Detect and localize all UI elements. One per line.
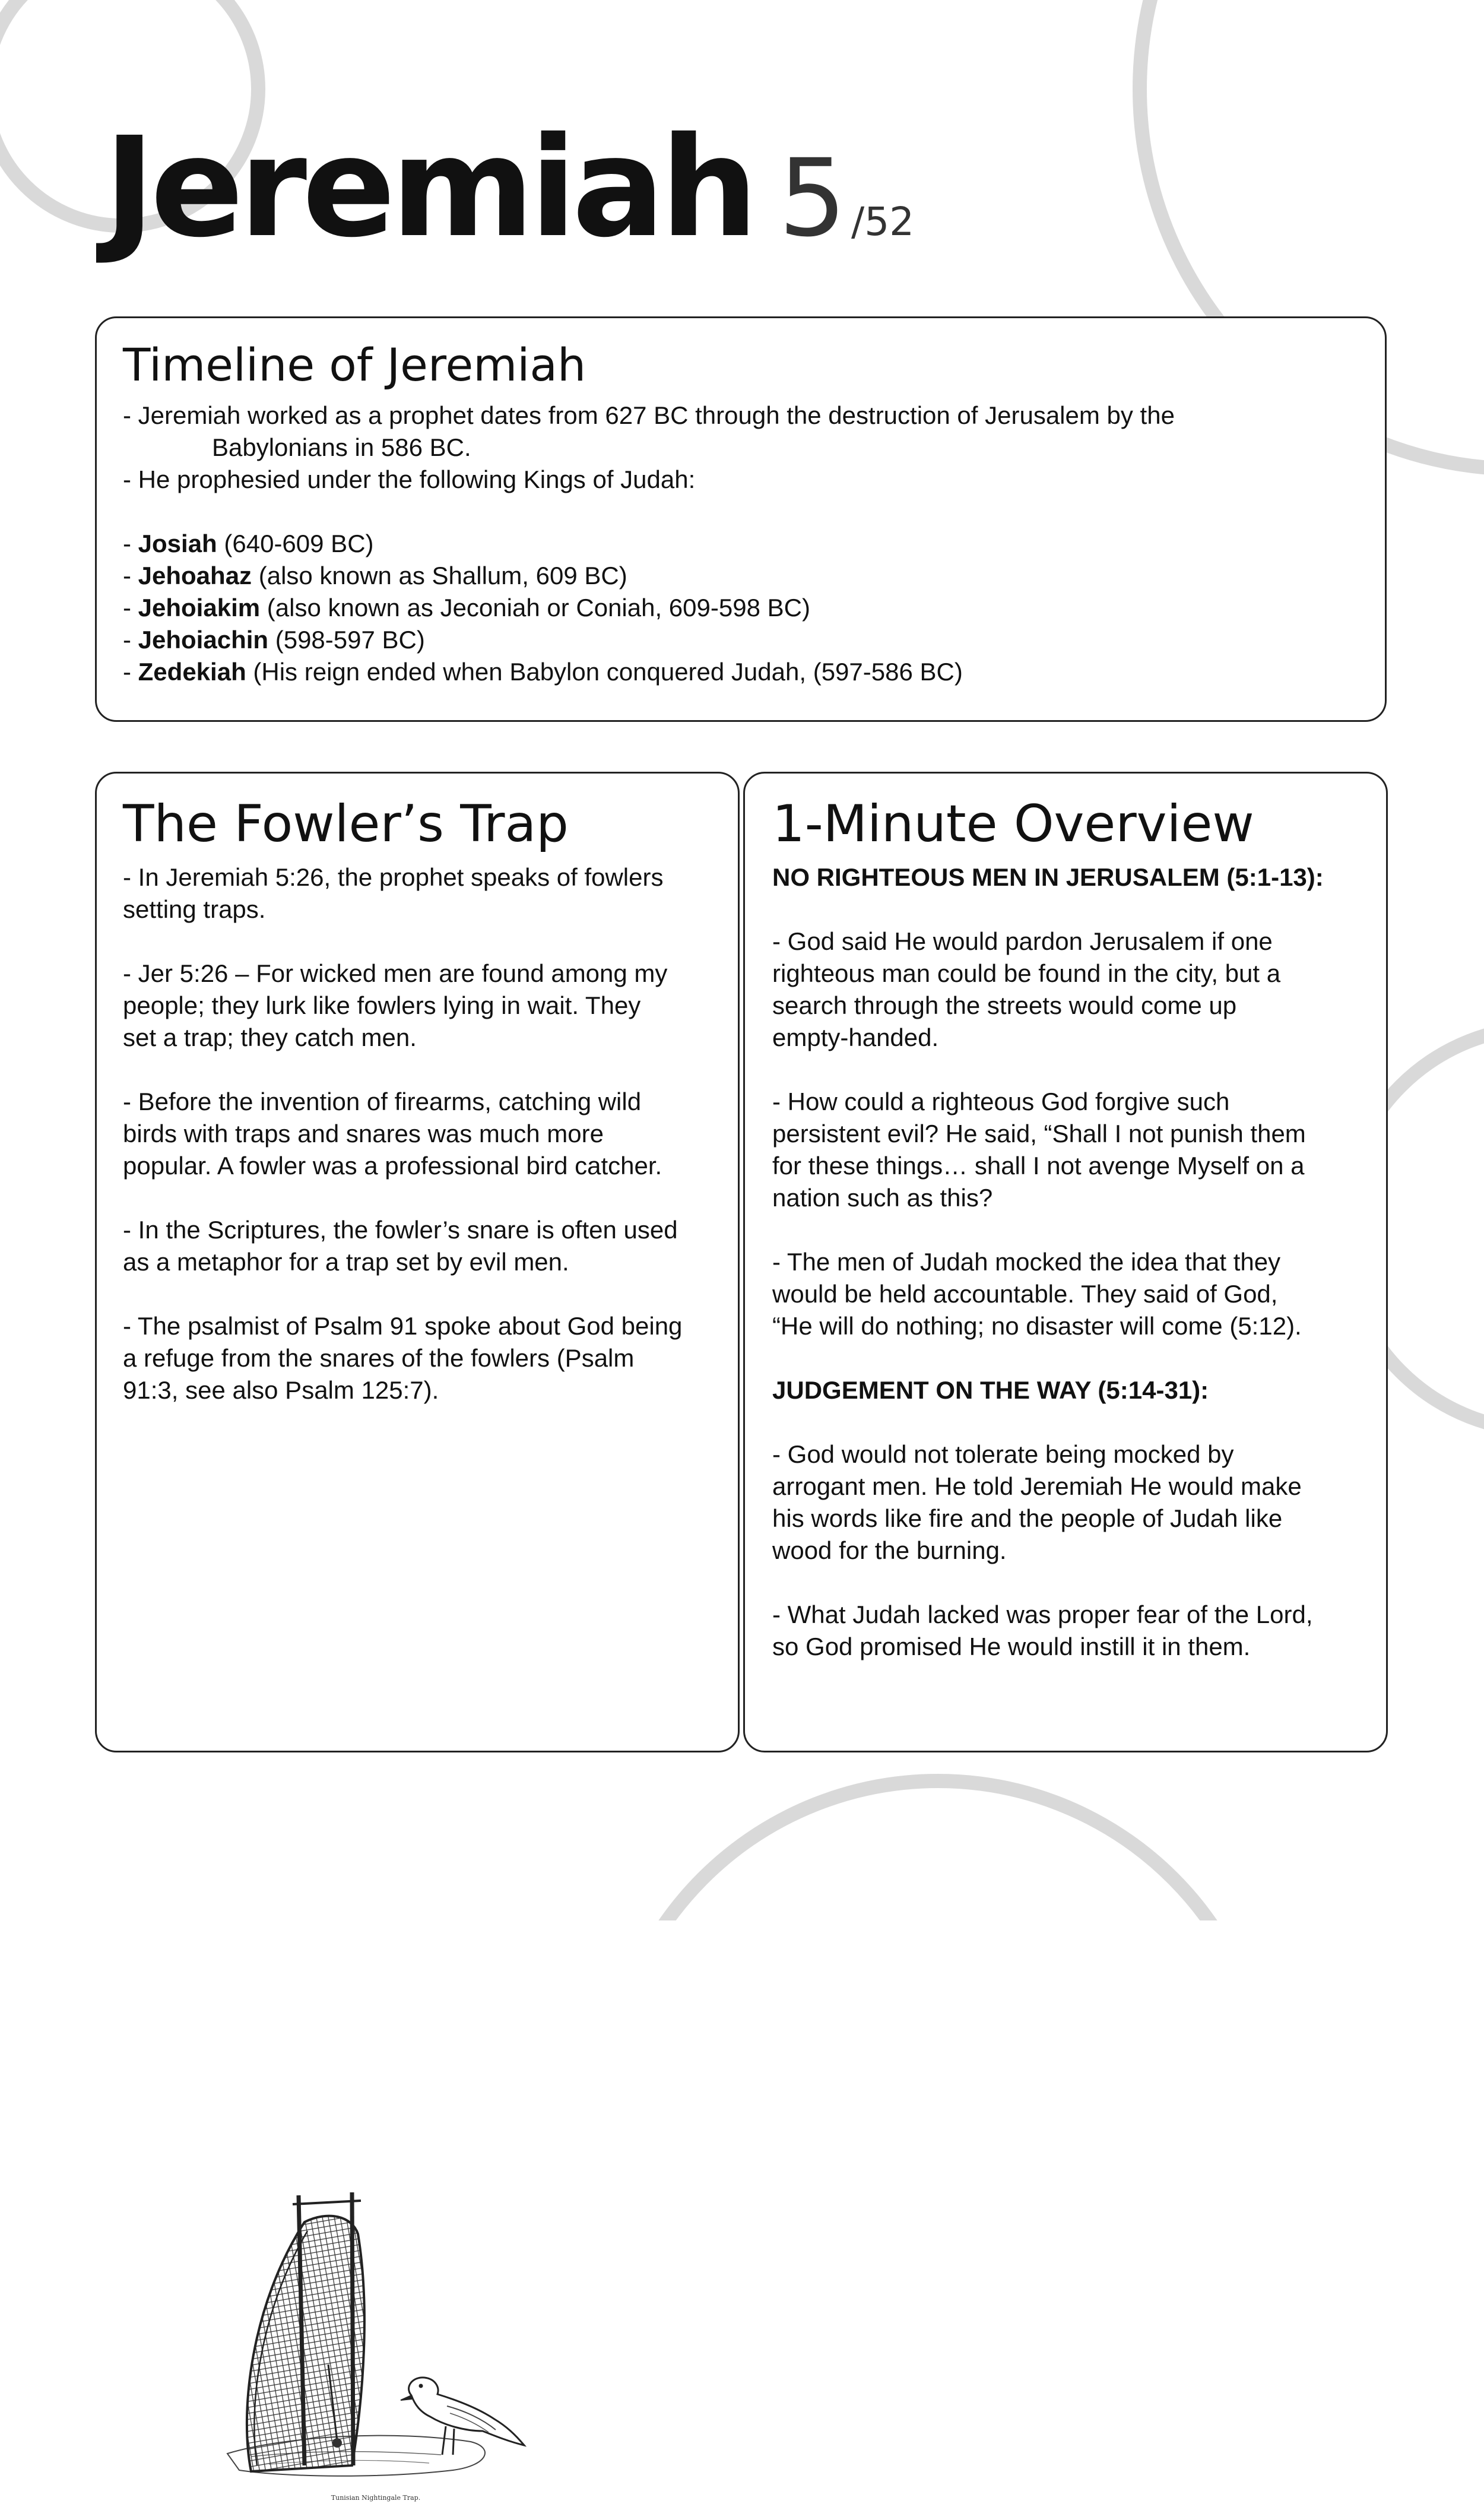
body-text: persistent evil? He said, “Shall I not punish them — [772, 1119, 1306, 1148]
body-text: setting traps. — [123, 895, 266, 923]
body-text: - In Jeremiah 5:26, the prophet speaks of fowlers — [123, 863, 664, 891]
body-text: - Before the invention of firearms, catching wild — [123, 1087, 642, 1115]
section-heading: JUDGEMENT ON THE WAY (5:14-31): — [772, 1375, 1209, 1404]
body-text: - God said He would pardon Jerusalem if one — [772, 927, 1273, 955]
body-text: righteous man could be found in the city, but a — [772, 959, 1281, 987]
book-title: Jeremiah — [104, 107, 754, 268]
king-detail: (His reign ended when Babylon conquered Judah, (597-586 BC) — [246, 657, 963, 686]
king-item: - Zedekiah (His reign ended when Babylon conquered Judah, (597-586 BC) — [123, 657, 963, 686]
fowlers-trap-title: The Fowler’s Trap — [123, 794, 569, 854]
king-item: - Jehoahaz (also known as Shallum, 609 BC) — [123, 561, 627, 589]
body-text: would be held accountable. They said of God, — [772, 1279, 1278, 1308]
king-item: - Josiah (640-609 BC) — [123, 529, 374, 557]
king-item: - Jehoiachin (598-597 BC) — [123, 625, 425, 654]
king-name: Jehoiakim — [138, 593, 261, 622]
body-text: wood for the burning. — [772, 1536, 1007, 1564]
body-text: - How could a righteous God forgive such — [772, 1087, 1230, 1115]
timeline-text: Babylonians in 586 BC. — [212, 433, 471, 461]
body-text: set a trap; they catch men. — [123, 1023, 417, 1051]
body-text: so God promised He would instill it in them. — [772, 1632, 1251, 1660]
king-name: Jehoiachin — [138, 625, 269, 654]
body-text: empty-handed. — [772, 1023, 939, 1051]
timeline-text: - He prophesied under the following Kings of Judah: — [123, 465, 696, 493]
body-text: birds with traps and snares was much more — [123, 1119, 604, 1148]
king-detail: (640-609 BC) — [217, 529, 374, 557]
timeline-text: - Jeremiah worked as a prophet dates from 627 BC through the destruction of Jerusalem by the — [123, 401, 1175, 429]
body-text: as a metaphor for a trap set by evil men. — [123, 1247, 569, 1276]
body-text: - Jer 5:26 – For wicked men are found among my — [123, 959, 668, 987]
overview-title: 1-Minute Overview — [772, 794, 1254, 854]
king-name: Jehoahaz — [138, 561, 252, 589]
king-name: Zedekiah — [138, 657, 246, 686]
timeline-box — [95, 316, 1387, 722]
body-text: a refuge from the snares of the fowlers (Psalm — [123, 1343, 635, 1372]
king-detail: (also known as Jeconiah or Coniah, 609-598 BC) — [260, 593, 810, 622]
king-name: Josiah — [138, 529, 217, 557]
decor-circle-bottom — [605, 1781, 1270, 1920]
body-text: - The men of Judah mocked the idea that they — [772, 1247, 1281, 1276]
fowlers-trap-box — [95, 772, 740, 2502]
body-text: - God would not tolerate being mocked by — [772, 1440, 1234, 1468]
chapter-total: /52 — [851, 199, 915, 245]
overview-box — [743, 772, 1388, 1752]
page-title — [104, 107, 915, 268]
body-text: his words like fire and the people of Judah like — [772, 1504, 1283, 1532]
illustration-caption: Tunisian Nightingale Trap. — [331, 2494, 421, 2502]
body-text: people; they lurk like fowlers lying in wait. They — [123, 991, 641, 1019]
body-text: “He will do nothing; no disaster will come (5:12). — [772, 1311, 1302, 1340]
body-text: - What Judah lacked was proper fear of the Lord, — [772, 1600, 1313, 1628]
king-detail: (598-597 BC) — [268, 625, 425, 654]
body-text: - The psalmist of Psalm 91 spoke about God being — [123, 1311, 683, 1340]
body-text: nation such as this? — [772, 1183, 993, 1212]
king-detail: (also known as Shallum, 609 BC) — [252, 561, 627, 589]
chapter-number: 5 — [778, 137, 846, 261]
bird-trap-illustration — [215, 2186, 560, 2507]
body-text: 91:3, see also Psalm 125:7). — [123, 1375, 439, 1404]
body-text: - In the Scriptures, the fowler’s snare is often used — [123, 1215, 678, 1244]
body-text: popular. A fowler was a professional bird catcher. — [123, 1151, 662, 1180]
section-heading: NO RIGHTEOUS MEN IN JERUSALEM (5:1-13): — [772, 863, 1324, 891]
timeline-title: Timeline of Jeremiah — [123, 338, 586, 391]
body-text: search through the streets would come up — [772, 991, 1237, 1019]
body-text: arrogant men. He told Jeremiah He would make — [772, 1472, 1302, 1500]
king-item: - Jehoiakim (also known as Jeconiah or Coniah, 609-598 BC) — [123, 593, 810, 622]
body-text: for these things… shall I not avenge Myself on a — [772, 1151, 1305, 1180]
